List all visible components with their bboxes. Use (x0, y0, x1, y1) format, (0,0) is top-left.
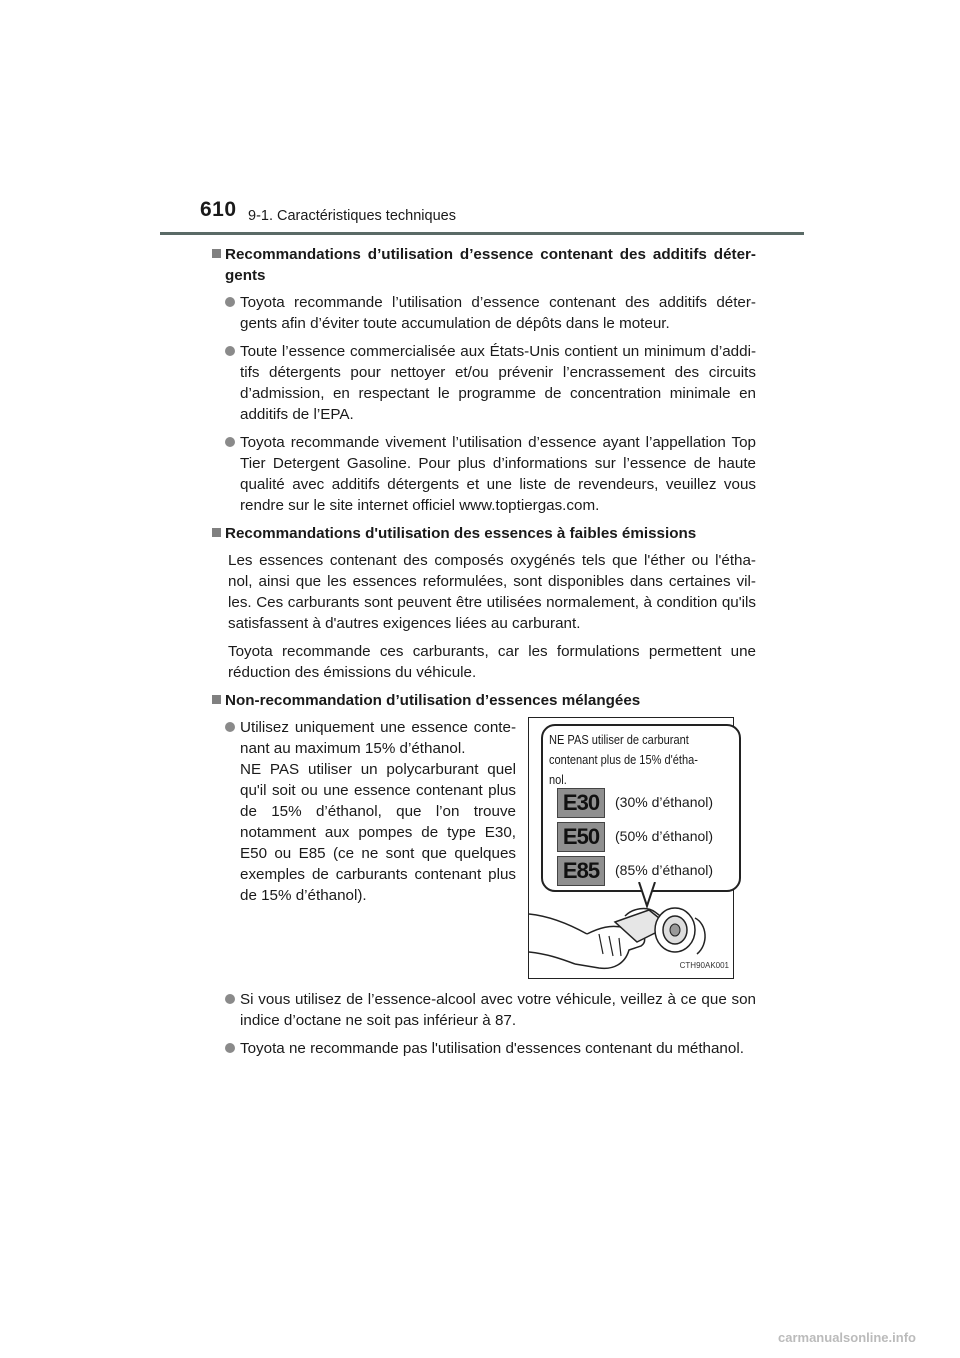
content (212, 244, 756, 1066)
fuel-badge: E85 (557, 856, 605, 886)
bullet-item: Si vous utilisez de l’essence-alcool avec votre véhicule, veillez à ce que son indice d’octane ne soit pas inférieur à 87. (212, 989, 756, 1031)
section-detergent (212, 244, 756, 516)
section-heading: Recommandations d'utilisation des essences à faibles émissions (212, 523, 756, 544)
bullet-line: NE PAS utiliser un polycarburant quel qu'il soit ou une essence contenant plus de 15% d’éthanol, que l’on trouve notamment aux pompes de type E30, E50 ou E85 (ce ne sont que quelques exemples de carburants contenant plus de 15% d’éthanol). (240, 761, 516, 904)
section-low-emission (212, 523, 756, 683)
fuel-badge: E50 (557, 822, 605, 852)
fuel-note: (85% d’éthanol) (615, 862, 714, 878)
fuel-note: (50% d’éthanol) (615, 828, 714, 844)
bullet-item: Toute l’essence commercialisée aux États-Unis contient un minimum d’addi-tifs détergents pour nettoyer et/ou prévenir l’encrassement des circuits d’admission, en respectant le programme de concentration minimale en additifs de l’EPA. (212, 341, 756, 425)
section-heading: Recommandations d’utilisation d’essence contenant des additifs déter-gents (212, 244, 756, 286)
page-number: 610 (200, 198, 237, 221)
speech-bubble (541, 724, 741, 892)
bubble-text-line: contenant plus de 15% d'étha- (549, 752, 698, 767)
fuel-note: (30% d’éthanol) (615, 794, 714, 810)
figure-code: CTH90AK001 (679, 961, 729, 970)
fuel-row-e30 (557, 788, 737, 818)
section-blended (212, 690, 756, 1059)
bubble-text-line: NE PAS utiliser de carburant (549, 732, 689, 747)
bullet-item: Toyota ne recommande pas l'utilisation d'essences contenant du méthanol. (212, 1038, 756, 1059)
bubble-text-line: nol. (549, 772, 567, 787)
fuel-row-e50 (557, 822, 737, 852)
bubble-text (549, 730, 702, 790)
bullet-item (212, 717, 516, 906)
chapter-title: 9-1. Caractéristiques techniques (248, 208, 456, 224)
blended-split (212, 717, 756, 989)
watermark: carmanualsonline.info (778, 1330, 916, 1345)
fuel-badge: E30 (557, 788, 605, 818)
paragraph: Les essences contenant des composés oxygénés tels que l'éther ou l'étha-nol, ainsi que les essences reformulées, sont disponibles dans certaines vil-les. Ces carburants sont peuvent être utilisées normalement, à condition qu'ils satisfassent à d'autres exigences liées au carburant. (228, 552, 756, 632)
header-rule (160, 232, 804, 235)
bullet-item: Toyota recommande l’utilisation d’essence contenant des additifs déter-gents afin d’éviter toute accumulation de dépôts dans le moteur. (212, 292, 756, 334)
bullet-line: Utilisez uniquement une essence conte-nant au maximum 15% d’éthanol. (240, 719, 516, 757)
bullet-item: Toyota recommande vivement l’utilisation d’essence ayant l’appellation Top Tier Detergent Gasoline. Pour plus d’informations sur l’essence de haute qualité avec additifs détergents et une liste de revendeurs, veuillez vous rendre sur le site internet officiel www.toptiergas.com. (212, 432, 756, 516)
section-heading: Non-recommandation d’utilisation d’essences mélangées (212, 690, 756, 711)
paragraph: Toyota recommande ces carburants, car les formulations permettent une réduction des émissions du véhicule. (228, 643, 756, 681)
ethanol-warning-figure (528, 717, 734, 979)
